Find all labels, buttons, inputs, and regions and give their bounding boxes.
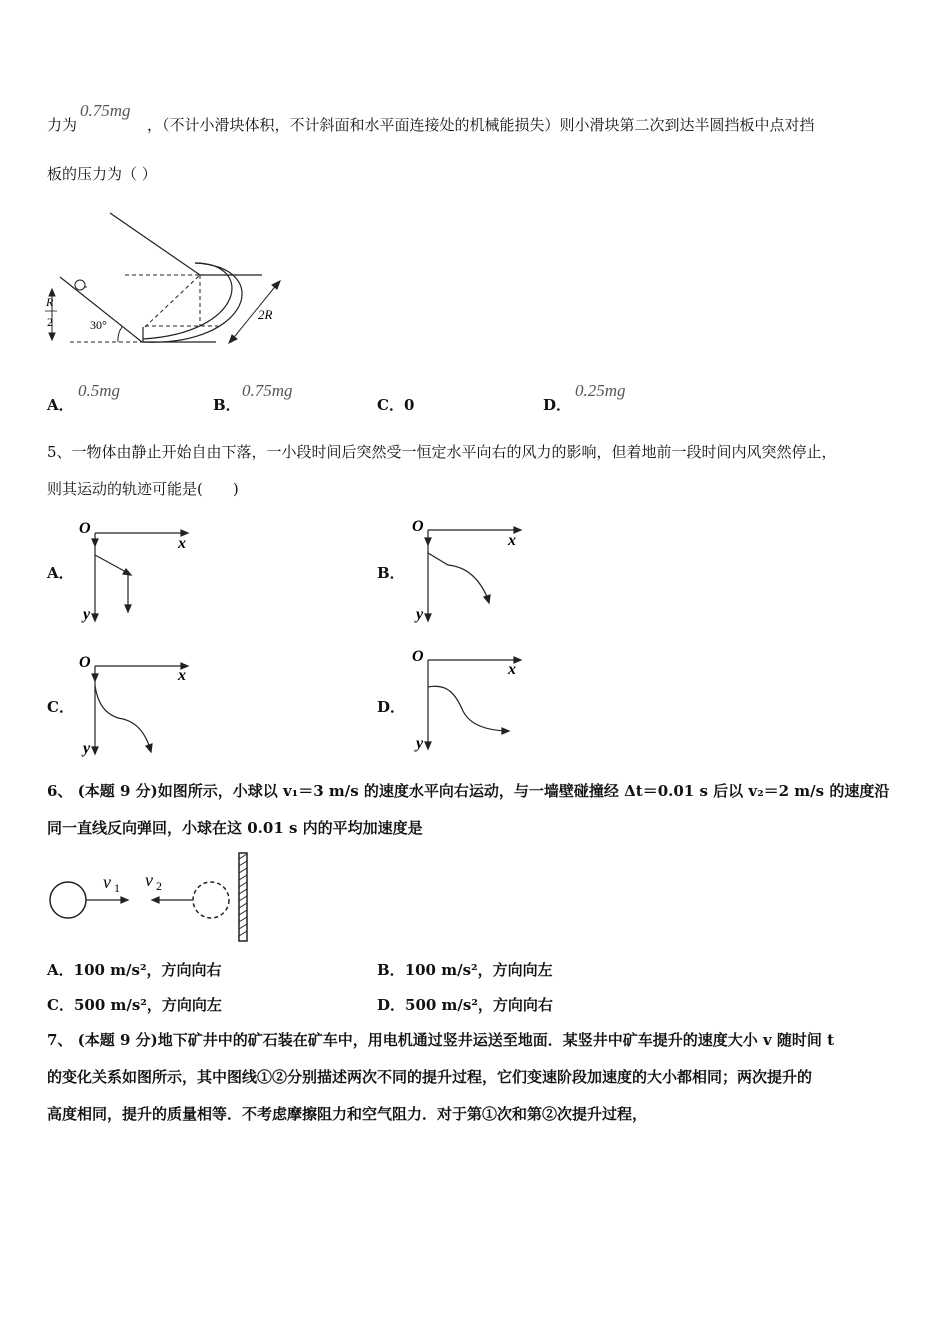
q5b-y: y <box>416 606 424 623</box>
q4-option-d-formula: 0.25mg <box>575 381 626 400</box>
q5d-path <box>428 686 506 731</box>
q6-option-a-label: A． <box>47 961 74 979</box>
q5a-slant-arrow <box>123 569 131 575</box>
q4-option-b-formula: 0.75mg <box>242 381 293 400</box>
q5d-end-arrow <box>502 728 509 734</box>
q6-v1-arrow-head <box>121 897 128 903</box>
q5d-y-arrow <box>425 742 431 749</box>
q5a-y-arrow <box>92 614 98 621</box>
q7-line-3: 高度相同，提升的质量相等．不考虑摩擦阻力和空气阻力．对于第①次和第②次提升过程， <box>47 1105 648 1123</box>
q4-option-c <box>377 395 414 415</box>
q4-dash-diagonal <box>145 275 200 327</box>
q5c-start-arrow <box>92 674 98 681</box>
q4-line-1-text: ，（不计小滑块体积，不计斜面和水平面连接处的机械能损失）则小滑块第二次到达半圆挡板中点对挡 <box>147 116 815 134</box>
q5c-y-arrow <box>92 747 98 754</box>
q4-option-c-label: C． <box>377 396 404 414</box>
q4-option-d-label: D． <box>543 396 572 414</box>
q4-formula: 0.75mg <box>80 101 131 120</box>
q6-option-d-label: D． <box>377 996 406 1014</box>
q6-ball-rebound <box>193 882 229 918</box>
q5b-start-arrow <box>425 538 431 545</box>
q6-option-d <box>377 995 553 1015</box>
q6-v1-label: v <box>103 872 111 892</box>
q6-option-c-label: C． <box>47 996 74 1014</box>
q4-upper-incline <box>110 213 200 275</box>
q5b-path <box>428 553 488 599</box>
q6-line-1: 6、 (本题 9 分)如图所示，小球以 v₁＝3 m/s 的速度水平向右运动，与一墙壁碰撞经 Δt＝0.01 s 后以 v₂＝2 m/s 的速度沿 <box>47 782 890 800</box>
q5b-end-arrow <box>484 595 490 603</box>
q6-option-a-text: 100 m/s²，方向向右 <box>73 961 222 979</box>
q4-lower-incline <box>60 277 142 342</box>
q6-v2-sub: 2 <box>156 879 162 893</box>
q5-figure-b <box>408 515 523 625</box>
q6-option-b-text: 100 m/s²，方向向左 <box>404 961 553 979</box>
q4-angle-arc <box>118 327 122 342</box>
q6-figure <box>45 850 255 945</box>
q4-2r-arrow-bottom <box>229 335 237 343</box>
q5c-x: x <box>178 667 186 684</box>
q6-option-d-text: 500 m/s²，方向向右 <box>405 996 553 1014</box>
q5a-o: O <box>79 520 91 537</box>
q6-ball <box>50 882 86 918</box>
q5-option-d-label: D． <box>377 698 406 716</box>
q4-label-2r: 2R <box>258 307 273 322</box>
q4-line-2: 板的压力为（ ） <box>47 165 157 183</box>
q5-figure-c <box>78 650 193 760</box>
q5-option-c-label: C． <box>47 698 74 716</box>
q5c-y: y <box>83 740 91 757</box>
q4-option-b-label: B． <box>213 396 241 414</box>
q4-line-1 <box>47 115 77 135</box>
q4-label-2: 2 <box>47 315 53 329</box>
q5b-o: O <box>412 518 424 535</box>
q4-ball-o <box>75 280 85 290</box>
q5c-o: O <box>79 654 91 671</box>
q6-option-b-label: B． <box>377 961 405 979</box>
q4-option-a-formula: 0.5mg <box>78 381 121 400</box>
q4-line-1-prefix: 力为 <box>47 116 78 134</box>
q4-option-c-text: 0 <box>403 396 415 414</box>
q6-line-2: 同一直线反向弹回，小球在这 0.01 s 内的平均加速度是 <box>47 819 423 837</box>
q5a-start-arrow <box>92 539 98 546</box>
q6-v2-arrow-head <box>152 897 159 903</box>
q6-v1-sub: 1 <box>114 881 120 895</box>
q4-height-arrow-bottom <box>49 333 55 340</box>
q4-option-d <box>543 395 571 415</box>
q5d-o: O <box>412 648 424 665</box>
q5-figure-a <box>78 515 193 625</box>
q5d-x: x <box>508 661 516 678</box>
q5a-y: y <box>83 606 91 623</box>
q6-option-c <box>47 995 222 1015</box>
q4-figure <box>40 205 290 350</box>
q4-label-r: R <box>46 295 54 309</box>
q4-option-b <box>213 395 241 415</box>
q5b-y-arrow <box>425 614 431 621</box>
q7-line-1: 7、 (本题 9 分)地下矿井中的矿石装在矿车中，用电机通过竖井运送至地面．某竖井中矿车提升的速度大小 v 随时间 t <box>47 1031 835 1049</box>
q5c-end-arrow <box>146 744 152 752</box>
q5-figure-d <box>408 645 523 755</box>
q6-option-c-text: 500 m/s²，方向向左 <box>73 996 222 1014</box>
q7-line-2: 的变化关系如图所示，其中图线①②分别描述两次不同的提升过程，它们变速阶段加速度的大小都相同；两次提升的 <box>47 1068 813 1086</box>
q5c-path <box>95 686 150 748</box>
q6-option-b <box>377 960 553 980</box>
q5d-y: y <box>416 735 424 752</box>
q4-label-angle: 30° <box>90 318 107 332</box>
q5-line-2: 则其运动的轨迹可能是( ) <box>47 480 239 498</box>
q6-option-a <box>47 960 222 980</box>
q4-2r-arrow-top <box>272 281 280 289</box>
q5a-path-slant <box>95 555 128 573</box>
q5-line-1: 5、一物体由静止开始自由下落，一小段时间后突然受一恒定水平向右的风力的影响，但着地前一段时间内风突然停止， <box>47 443 837 461</box>
q5a-down-arrow <box>125 605 131 612</box>
q5a-x: x <box>178 535 186 552</box>
q6-v2-label: v <box>145 870 153 890</box>
q4-baffle-inner <box>143 263 232 339</box>
q5-option-a-label: A． <box>47 564 74 582</box>
q4-option-a-label: A． <box>47 396 74 414</box>
q5-option-b-label: B． <box>377 564 405 582</box>
q4-option-a <box>47 395 74 415</box>
q5b-x: x <box>508 532 516 549</box>
